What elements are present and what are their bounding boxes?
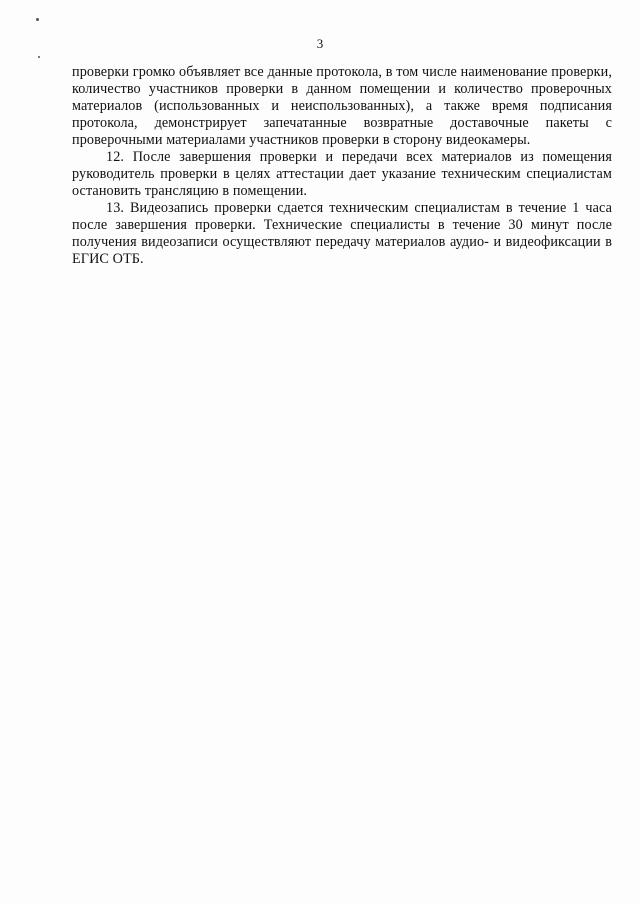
paragraph-continuation: проверки громко объявляет все данные протокола, в том числе наименование проверки, количество участников проверки в данном помещении и количество проверочных материалов (использованных и неиспользованных), а также время подписания протокола, демонстрирует запечатанные возвратные доставочные пакеты с проверочными материалами участников проверки в сторону видеокамеры. bbox=[72, 64, 612, 148]
paragraph-item-13: 13. Видеозапись проверки сдается техническим специалистам в течение 1 часа после завершения проверки. Технические специалисты в течение 30 минут после получения видеозаписи осуществляют передачу материалов аудио- и видеофиксации в ЕГИС ОТБ. bbox=[72, 200, 612, 267]
paragraph-item-12: 12. После завершения проверки и передачи всех материалов из помещения руководитель проверки в целях аттестации дает указание техническим специалистам остановить трансляцию в помещении. bbox=[72, 149, 612, 199]
scan-speck bbox=[36, 18, 39, 21]
document-body bbox=[72, 64, 612, 268]
page-number: 3 bbox=[316, 36, 324, 51]
scan-speck bbox=[38, 56, 40, 58]
